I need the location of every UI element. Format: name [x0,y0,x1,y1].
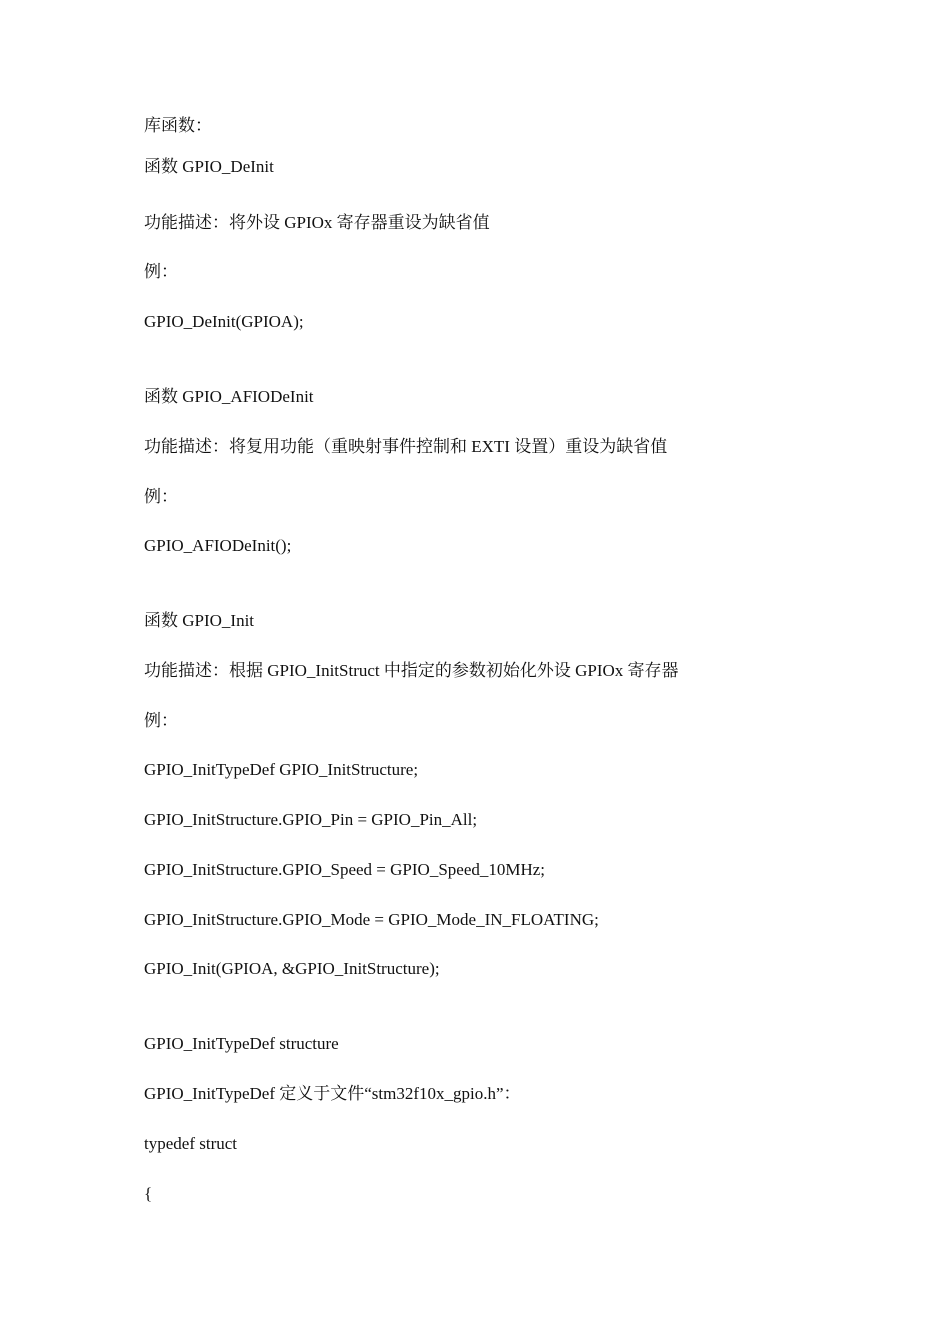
function-description: 功能描述：将外设 GPIOx 寄存器重设为缺省值 [144,213,490,232]
code-line: GPIO_InitTypeDef GPIO_InitStructure; [144,760,419,779]
code-line: GPIO_InitStructure.GPIO_Pin = GPIO_Pin_All; [144,810,478,829]
function-title-afiodeinit: 函数 GPIO_AFIODeInit [144,387,314,406]
structure-description: GPIO_InitTypeDef 定义于文件“stm32f10x_gpio.h”： [144,1084,521,1103]
structure-title: GPIO_InitTypeDef structure [144,1034,339,1053]
function-title-deinit: 函数 GPIO_DeInit [144,157,274,176]
section-heading: 库函数： [144,116,212,135]
code-line: GPIO_InitStructure.GPIO_Speed = GPIO_Speed_10MHz; [144,860,546,879]
function-description: 功能描述：将复用功能（重映射事件控制和 EXTI 设置）重设为缺省值 [144,437,668,456]
function-description: 功能描述：根据 GPIO_InitStruct 中指定的参数初始化外设 GPIOx 寄存器 [144,661,679,680]
code-line: typedef struct [144,1134,237,1153]
example-label: 例： [144,711,178,730]
function-title-init: 函数 GPIO_Init [144,611,255,630]
example-label: 例： [144,262,178,281]
example-label: 例： [144,487,178,506]
code-line: GPIO_InitStructure.GPIO_Mode = GPIO_Mode_IN_FLOATING; [144,910,599,929]
code-line: GPIO_Init(GPIOA, &GPIO_InitStructure); [144,959,440,978]
code-line: GPIO_AFIODeInit(); [144,536,292,555]
code-line: GPIO_DeInit(GPIOA); [144,312,304,331]
code-line: { [144,1184,153,1203]
